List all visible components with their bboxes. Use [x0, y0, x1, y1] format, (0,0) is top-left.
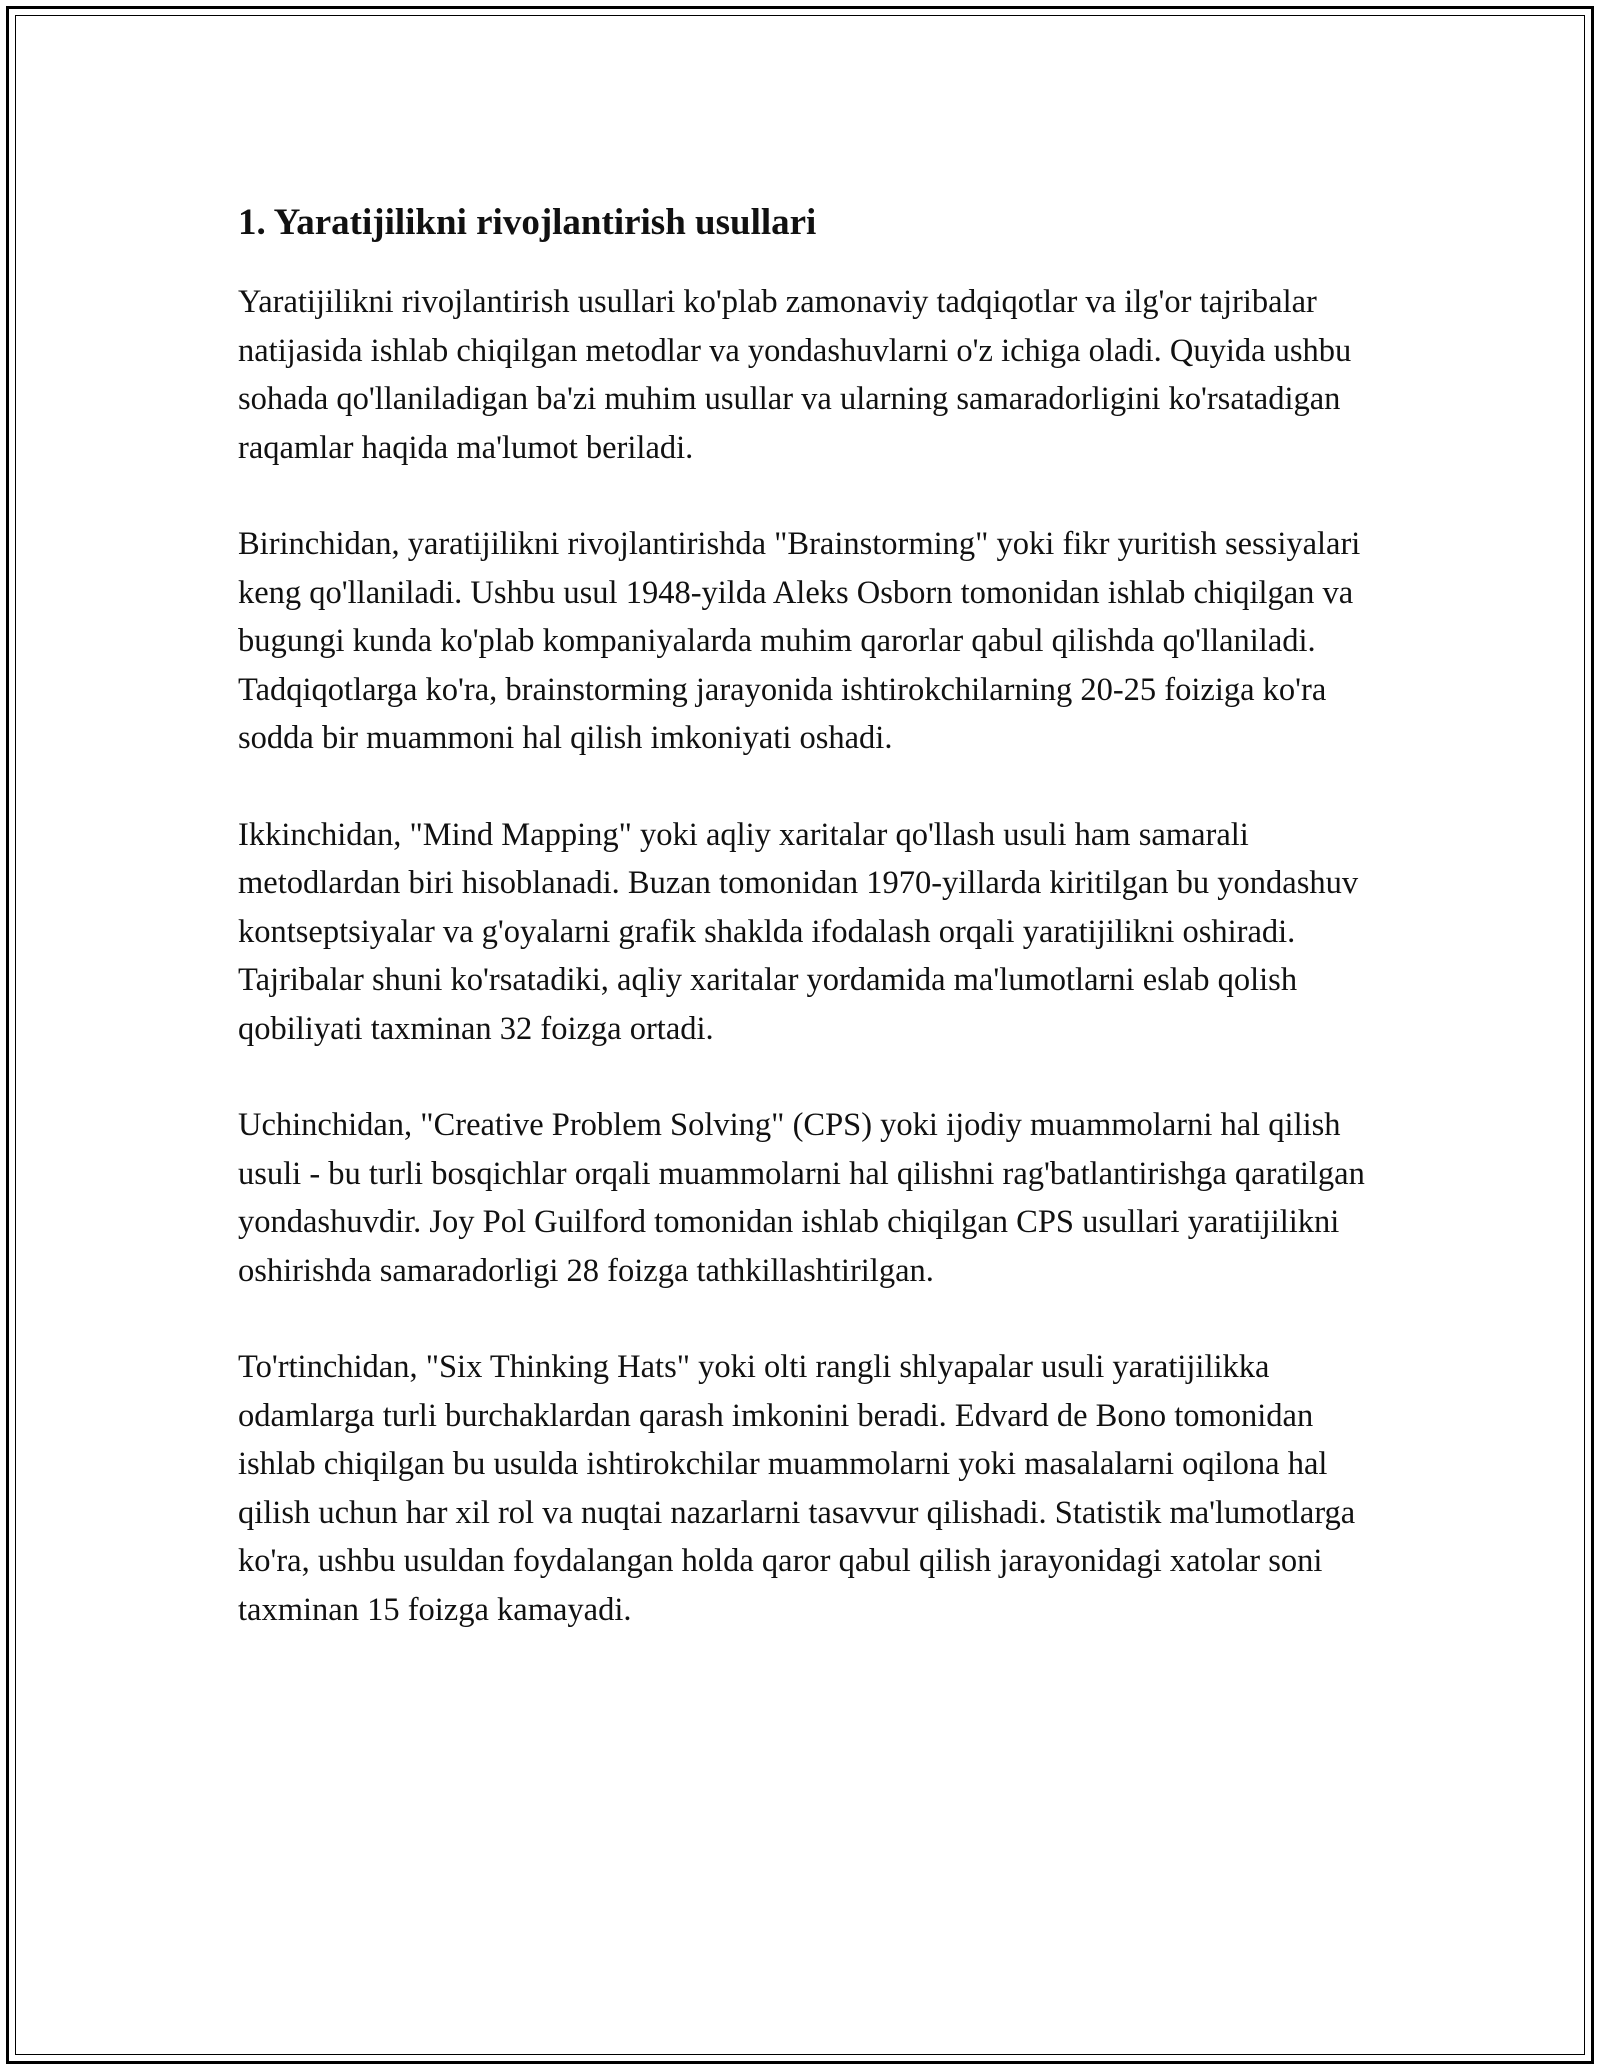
paragraph-six-thinking-hats: To'rtinchidan, "Six Thinking Hats" yoki olti rangli shlyapalar usuli yaratijilikka odamlarga turli burchaklardan qarash imkonini beradi. Edvard de Bono tomonidan ishlab chiqilgan bu usulda ishtirokchilar muammolarni yoki masalalarni oqilona hal qilish uchun har xil rol va nuqtai nazarlarni tasavvur qilishadi. Statistik ma'lumotlarga ko'ra, ushbu usuldan foydalangan holda qaror qabul qilish jarayonidagi xatolar soni taxminan 15 foizga kamayadi. [238, 1349, 1356, 1628]
paragraph-mind-mapping: Ikkinchidan, "Mind Mapping" yoki aqliy xaritalar qo'llash usuli ham samarali metodlardan biri hisoblanadi. Buzan tomonidan 1970-yillarda kiritilgan bu yondashuv kontseptsiyalar va g'oyalarni grafik shaklda ifodalash orqali yaratijilikni oshiradi. Tajribalar shuni ko'rsatadiki, aqliy xaritalar yordamida ma'lumotlarni eslab qolish qobiliyati taxminan 32 foizga ortadi. [238, 816, 1359, 1047]
document-body [238, 197, 1378, 1634]
page-border [6, 6, 1594, 2064]
section-heading: 1. Yaratijilikni rivojlantirish usullari [238, 202, 817, 243]
paragraph-cps: Uchinchidan, "Creative Problem Solving" (CPS) yoki ijodiy muammolarni hal qilish usuli - bu turli bosqichlar orqali muammolarni hal qilishni rag'batlantirishga qaratilgan yondashuvdir. Joy Pol Guilford tomonidan ishlab chiqilgan CPS usullari yaratijilikni oshirishda samaradorligi 28 foizga tathkillashtirilgan. [238, 1107, 1365, 1289]
paragraph-intro: Yaratijilikni rivojlantirish usullari ko'plab zamonaviy tadqiqotlar va ilg'or tajribalar natijasida ishlab chiqilgan metodlar va yondashuvlarni o'z ichiga oladi. Quyida ushbu sohada qo'llaniladigan ba'zi muhim usullar va ularning samaradorligini ko'rsatadigan raqamlar haqida ma'lumot beriladi. [238, 284, 1352, 466]
paragraph-brainstorming: Birinchidan, yaratijilikni rivojlantirishda "Brainstorming" yoki fikr yuritish sessiyalari keng qo'llaniladi. Ushbu usul 1948-yilda Aleks Osborn tomonidan ishlab chiqilgan va bugungi kunda ko'plab kompaniyalarda muhim qarorlar qabul qilishda qo'llaniladi. Tadqiqotlarga ko'ra, brainstorming jarayonida ishtirokchilarning 20-25 foiziga ko'ra sodda bir muammoni hal qilish imkoniyati oshadi. [238, 526, 1361, 756]
